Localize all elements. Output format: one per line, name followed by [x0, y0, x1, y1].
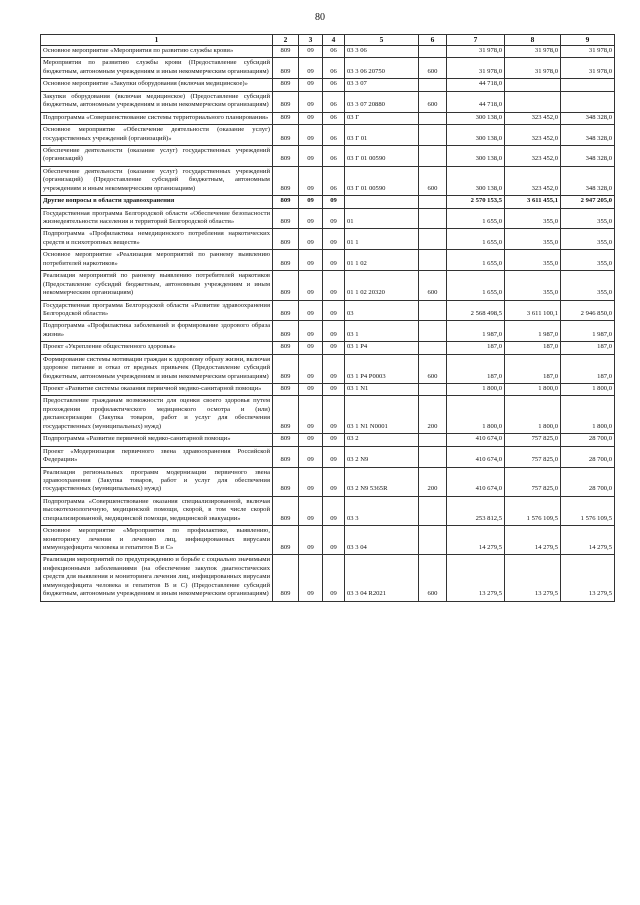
target-article-cell: 03 Г 01 00590 — [345, 145, 419, 166]
row-name-cell: Закупки оборудования (включая медицинское) (Предоставление субсидий бюджетным, автономным учреждениям и иным некоммерческим организациям) — [41, 91, 273, 112]
target-article-cell: 01 — [345, 208, 419, 229]
amount-year-3-cell: 13 279,5 — [561, 555, 615, 601]
amount-year-3-cell: 348 328,0 — [561, 125, 615, 146]
amount-year-2-cell — [505, 91, 561, 112]
amount-year-2-cell: 323 452,0 — [505, 166, 561, 195]
section-code-cell: 09 — [299, 79, 323, 91]
amount-year-3-cell: 348 328,0 — [561, 145, 615, 166]
target-article-cell: 03 3 06 20750 — [345, 58, 419, 79]
amount-year-3-cell: 355,0 — [561, 208, 615, 229]
section-code-cell: 09 — [299, 145, 323, 166]
ministry-code-cell: 809 — [273, 125, 299, 146]
row-name-cell: Реализация мероприятий по предупреждению и борьбе с социально значимыми инфекционными заболеваниями (на обеспечение закупок диагностических средств для выявления и мониторинга лечения лиц, инфицированных вирусами иммунодефицита человека и гепатитов В и С) (Предоставление субсидий бюджетным, автономным учреждениям и иным некоммерческим организациям) — [41, 555, 273, 601]
amount-year-1-cell: 253 812,5 — [447, 496, 505, 525]
subsection-code-cell: 09 — [323, 526, 345, 555]
target-article-cell: 03 Г 01 — [345, 125, 419, 146]
section-code-cell: 09 — [299, 342, 323, 354]
ministry-code-cell: 809 — [273, 300, 299, 321]
ministry-code-cell: 809 — [273, 250, 299, 271]
amount-year-2-cell: 31 978,0 — [505, 58, 561, 79]
expense-type-cell: 600 — [419, 271, 447, 300]
amount-year-3-cell: 14 279,5 — [561, 526, 615, 555]
table-row — [41, 79, 615, 91]
ministry-code-cell: 809 — [273, 434, 299, 446]
amount-year-2-cell: 1 987,0 — [505, 321, 561, 342]
ministry-code-cell: 809 — [273, 396, 299, 434]
row-name-cell: Основное мероприятие «Обеспечение деятельности (оказание услуг) государственных учреждений (организаций)» — [41, 125, 273, 146]
amount-year-3-cell: 1 800,0 — [561, 396, 615, 434]
subsection-code-cell: 09 — [323, 467, 345, 496]
amount-year-2-cell: 757 825,0 — [505, 446, 561, 467]
amount-year-2-cell: 31 978,0 — [505, 46, 561, 58]
amount-year-1-cell: 187,0 — [447, 342, 505, 354]
section-code-cell: 09 — [299, 46, 323, 58]
expense-type-cell: 200 — [419, 396, 447, 434]
column-header: 9 — [561, 35, 615, 46]
amount-year-1-cell: 410 674,0 — [447, 467, 505, 496]
table-row — [41, 112, 615, 124]
expense-type-cell — [419, 384, 447, 396]
expense-type-cell — [419, 208, 447, 229]
target-article-cell: 03 3 — [345, 496, 419, 525]
row-name-cell: Подпрограмма «Профилактика заболеваний и формирование здорового образа жизни» — [41, 321, 273, 342]
expense-type-cell: 200 — [419, 467, 447, 496]
column-header-row — [41, 35, 615, 46]
expense-type-cell: 600 — [419, 91, 447, 112]
expense-type-cell — [419, 446, 447, 467]
ministry-code-cell: 809 — [273, 58, 299, 79]
row-name-cell: Обеспечение деятельности (оказание услуг) государственных учреждений (организаций) — [41, 145, 273, 166]
section-code-cell: 09 — [299, 354, 323, 383]
row-name-cell: Подпрограмма «Совершенствование оказания специализированной, включая высокотехнологичную, медицинской помощи, скорой, в том числе скорой специализированной, медицинской помощи, медицинской эвакуации» — [41, 496, 273, 525]
row-name-cell: Реализация региональных программ модернизации первичного звена здравоохранения (Закупка товаров, работ и услуг для обеспечения государственных (муниципальных) нужд) — [41, 467, 273, 496]
amount-year-1-cell: 410 674,0 — [447, 446, 505, 467]
expense-type-cell — [419, 300, 447, 321]
table-row — [41, 354, 615, 383]
section-code-cell: 09 — [299, 555, 323, 601]
amount-year-3-cell: 187,0 — [561, 354, 615, 383]
expense-type-cell — [419, 250, 447, 271]
row-name-cell: Формирование системы мотивации граждан к здоровому образу жизни, включая здоровое питание и отказ от вредных привычек (Предоставление субсидий бюджетным, автономным учреждениям и иным некоммерческим организациям) — [41, 354, 273, 383]
amount-year-1-cell: 1 800,0 — [447, 396, 505, 434]
section-code-cell: 09 — [299, 271, 323, 300]
column-header: 7 — [447, 35, 505, 46]
subsection-code-cell: 06 — [323, 91, 345, 112]
row-name-cell: Подпрограмма «Профилактика немедицинского потребления наркотических средств и психотропных веществ» — [41, 229, 273, 250]
target-article-cell: 03 3 07 — [345, 79, 419, 91]
section-code-cell: 09 — [299, 112, 323, 124]
budget-table — [40, 34, 615, 602]
expense-type-cell: 600 — [419, 58, 447, 79]
row-name-cell: Подпрограмма «Совершенствование системы территориального планирования» — [41, 112, 273, 124]
amount-year-2-cell: 323 452,0 — [505, 145, 561, 166]
ministry-code-cell: 809 — [273, 166, 299, 195]
target-article-cell: 03 2 — [345, 434, 419, 446]
amount-year-3-cell: 1 800,0 — [561, 384, 615, 396]
expense-type-cell — [419, 496, 447, 525]
ministry-code-cell: 809 — [273, 555, 299, 601]
ministry-code-cell: 809 — [273, 526, 299, 555]
ministry-code-cell: 809 — [273, 112, 299, 124]
ministry-code-cell: 809 — [273, 342, 299, 354]
subsection-code-cell: 09 — [323, 250, 345, 271]
table-row — [41, 229, 615, 250]
target-article-cell: 03 3 06 — [345, 46, 419, 58]
amount-year-1-cell: 31 978,0 — [447, 58, 505, 79]
subsection-code-cell: 06 — [323, 125, 345, 146]
column-header: 6 — [419, 35, 447, 46]
target-article-cell: 03 2 N9 — [345, 446, 419, 467]
amount-year-1-cell: 300 138,0 — [447, 112, 505, 124]
expense-type-cell — [419, 526, 447, 555]
target-article-cell: 03 1 P4 P0003 — [345, 354, 419, 383]
subsection-code-cell: 09 — [323, 342, 345, 354]
amount-year-3-cell: 348 328,0 — [561, 166, 615, 195]
amount-year-2-cell — [505, 79, 561, 91]
table-row — [41, 300, 615, 321]
expense-type-cell: 600 — [419, 166, 447, 195]
expense-type-cell: 600 — [419, 555, 447, 601]
amount-year-1-cell: 1 655,0 — [447, 229, 505, 250]
table-row — [41, 271, 615, 300]
amount-year-3-cell: 187,0 — [561, 342, 615, 354]
ministry-code-cell: 809 — [273, 91, 299, 112]
row-name-cell: Другие вопросы в области здравоохранения — [41, 196, 273, 208]
amount-year-1-cell: 300 138,0 — [447, 166, 505, 195]
expense-type-cell — [419, 434, 447, 446]
row-name-cell: Подпрограмма «Развитие первичной медико-санитарной помощи» — [41, 434, 273, 446]
amount-year-2-cell: 1 800,0 — [505, 384, 561, 396]
subsection-code-cell: 06 — [323, 112, 345, 124]
target-article-cell — [345, 196, 419, 208]
row-name-cell: Проект «Модернизация первичного звена здравоохранения Российской Федерации» — [41, 446, 273, 467]
subsection-code-cell: 09 — [323, 354, 345, 383]
amount-year-2-cell: 13 279,5 — [505, 555, 561, 601]
section-code-cell: 09 — [299, 58, 323, 79]
section-code-cell: 09 — [299, 208, 323, 229]
table-row — [41, 196, 615, 208]
expense-type-cell — [419, 145, 447, 166]
amount-year-1-cell: 31 978,0 — [447, 46, 505, 58]
row-name-cell: Мероприятия по развитию службы крови (Предоставление субсидий бюджетным, автономным учреждениям и иным некоммерческим организациям) — [41, 58, 273, 79]
amount-year-2-cell: 355,0 — [505, 271, 561, 300]
amount-year-1-cell: 44 718,0 — [447, 79, 505, 91]
column-header: 2 — [273, 35, 299, 46]
section-code-cell: 09 — [299, 396, 323, 434]
target-article-cell: 03 1 P4 — [345, 342, 419, 354]
column-header: 4 — [323, 35, 345, 46]
expense-type-cell — [419, 342, 447, 354]
ministry-code-cell: 809 — [273, 496, 299, 525]
subsection-code-cell: 09 — [323, 434, 345, 446]
amount-year-3-cell: 355,0 — [561, 271, 615, 300]
section-code-cell: 09 — [299, 125, 323, 146]
target-article-cell: 03 Г — [345, 112, 419, 124]
target-article-cell: 03 — [345, 300, 419, 321]
amount-year-2-cell: 14 279,5 — [505, 526, 561, 555]
table-row — [41, 208, 615, 229]
target-article-cell: 01 1 02 — [345, 250, 419, 271]
amount-year-1-cell: 44 718,0 — [447, 91, 505, 112]
table-row — [41, 555, 615, 601]
subsection-code-cell: 09 — [323, 555, 345, 601]
amount-year-2-cell: 323 452,0 — [505, 112, 561, 124]
section-code-cell: 09 — [299, 526, 323, 555]
row-name-cell: Реализация мероприятий по раннему выявлению потребителей наркотиков (Предоставление субсидий бюджетным, автономным учреждениям и иным некоммерческим организациям) — [41, 271, 273, 300]
amount-year-2-cell: 187,0 — [505, 342, 561, 354]
subsection-code-cell: 06 — [323, 58, 345, 79]
amount-year-1-cell: 1 655,0 — [447, 271, 505, 300]
subsection-code-cell: 06 — [323, 79, 345, 91]
subsection-code-cell: 06 — [323, 46, 345, 58]
column-header: 1 — [41, 35, 273, 46]
section-code-cell: 09 — [299, 91, 323, 112]
target-article-cell: 03 1 — [345, 321, 419, 342]
table-row — [41, 396, 615, 434]
section-code-cell: 09 — [299, 434, 323, 446]
expense-type-cell — [419, 229, 447, 250]
section-code-cell: 09 — [299, 446, 323, 467]
subsection-code-cell: 09 — [323, 321, 345, 342]
table-body — [41, 46, 615, 602]
amount-year-1-cell: 300 138,0 — [447, 145, 505, 166]
section-code-cell: 09 — [299, 321, 323, 342]
row-name-cell: Проект «Развитие системы оказания первичной медико-санитарной помощи» — [41, 384, 273, 396]
expense-type-cell — [419, 125, 447, 146]
amount-year-3-cell — [561, 91, 615, 112]
amount-year-2-cell: 1 576 109,5 — [505, 496, 561, 525]
table-row — [41, 58, 615, 79]
table-row — [41, 91, 615, 112]
subsection-code-cell: 09 — [323, 208, 345, 229]
table-row — [41, 496, 615, 525]
table-row — [41, 384, 615, 396]
expense-type-cell — [419, 196, 447, 208]
row-name-cell: Основное мероприятие «Закупки оборудования (включая медицинское)» — [41, 79, 273, 91]
amount-year-2-cell: 1 800,0 — [505, 396, 561, 434]
amount-year-2-cell: 757 825,0 — [505, 434, 561, 446]
amount-year-1-cell: 1 655,0 — [447, 208, 505, 229]
row-name-cell: Проект «Укрепление общественного здоровья» — [41, 342, 273, 354]
subsection-code-cell: 09 — [323, 396, 345, 434]
amount-year-3-cell — [561, 79, 615, 91]
amount-year-3-cell: 355,0 — [561, 250, 615, 271]
table-row — [41, 526, 615, 555]
target-article-cell: 01 1 02 20320 — [345, 271, 419, 300]
section-code-cell: 09 — [299, 229, 323, 250]
table-row — [41, 145, 615, 166]
expense-type-cell — [419, 79, 447, 91]
ministry-code-cell: 809 — [273, 46, 299, 58]
table-row — [41, 446, 615, 467]
target-article-cell: 03 3 07 20880 — [345, 91, 419, 112]
ministry-code-cell: 809 — [273, 446, 299, 467]
row-name-cell: Предоставление гражданам возможности для оценки своего здоровья путем прохождения профилактического медицинского осмотра и (или) диспансеризации (Закупка товаров, работ и услуг для обеспечения государственных (муниципальных) нужд) — [41, 396, 273, 434]
subsection-code-cell: 09 — [323, 300, 345, 321]
subsection-code-cell: 09 — [323, 384, 345, 396]
section-code-cell: 09 — [299, 467, 323, 496]
amount-year-1-cell: 410 674,0 — [447, 434, 505, 446]
subsection-code-cell: 09 — [323, 229, 345, 250]
ministry-code-cell: 809 — [273, 271, 299, 300]
amount-year-3-cell: 348 328,0 — [561, 112, 615, 124]
amount-year-1-cell: 300 138,0 — [447, 125, 505, 146]
amount-year-3-cell: 31 978,0 — [561, 58, 615, 79]
column-header: 5 — [345, 35, 419, 46]
amount-year-3-cell: 28 700,0 — [561, 467, 615, 496]
page-number: 80 — [315, 12, 325, 23]
amount-year-2-cell: 757 825,0 — [505, 467, 561, 496]
table-row — [41, 46, 615, 58]
amount-year-3-cell: 2 946 850,0 — [561, 300, 615, 321]
target-article-cell: 03 1 N1 — [345, 384, 419, 396]
row-name-cell: Обеспечение деятельности (оказание услуг) государственных учреждений (организаций) (Предоставление субсидий бюджетным, автономным учреждениям и иным некоммерческим организациям) — [41, 166, 273, 195]
section-code-cell: 09 — [299, 496, 323, 525]
expense-type-cell — [419, 46, 447, 58]
table-row — [41, 166, 615, 195]
row-name-cell: Основное мероприятие «Мероприятия по развитию службы крови» — [41, 46, 273, 58]
ministry-code-cell: 809 — [273, 196, 299, 208]
amount-year-2-cell: 3 611 100,1 — [505, 300, 561, 321]
amount-year-3-cell: 355,0 — [561, 229, 615, 250]
subsection-code-cell: 09 — [323, 446, 345, 467]
amount-year-1-cell: 2 568 498,5 — [447, 300, 505, 321]
row-name-cell: Основное мероприятие «Реализация мероприятий по раннему выявлению потребителей наркотиков» — [41, 250, 273, 271]
subsection-code-cell: 09 — [323, 196, 345, 208]
table-row — [41, 434, 615, 446]
subsection-code-cell: 06 — [323, 145, 345, 166]
amount-year-3-cell: 28 700,0 — [561, 434, 615, 446]
ministry-code-cell: 809 — [273, 384, 299, 396]
row-name-cell: Государственная программа Белгородской области «Обеспечение безопасности жизнедеятельности населения и территорий Белгородской области» — [41, 208, 273, 229]
expense-type-cell — [419, 112, 447, 124]
subsection-code-cell: 09 — [323, 496, 345, 525]
ministry-code-cell: 809 — [273, 321, 299, 342]
target-article-cell: 03 1 N1 N0001 — [345, 396, 419, 434]
table-row — [41, 321, 615, 342]
amount-year-1-cell: 1 987,0 — [447, 321, 505, 342]
row-name-cell: Государственная программа Белгородской области «Развитие здравоохранения Белгородской области» — [41, 300, 273, 321]
amount-year-2-cell: 187,0 — [505, 354, 561, 383]
amount-year-3-cell: 1 576 109,5 — [561, 496, 615, 525]
amount-year-3-cell: 1 987,0 — [561, 321, 615, 342]
table-row — [41, 342, 615, 354]
table-row — [41, 467, 615, 496]
target-article-cell: 03 3 04 — [345, 526, 419, 555]
section-code-cell: 09 — [299, 196, 323, 208]
amount-year-1-cell: 14 279,5 — [447, 526, 505, 555]
amount-year-2-cell: 355,0 — [505, 208, 561, 229]
target-article-cell: 03 3 04 R2021 — [345, 555, 419, 601]
amount-year-3-cell: 31 978,0 — [561, 46, 615, 58]
row-name-cell: Основное мероприятие «Мероприятия по профилактике, выявлению, мониторингу лечения и лечению лиц, инфицированных вирусами иммунодефицита человека и гепатитов В и С» — [41, 526, 273, 555]
amount-year-1-cell: 1 655,0 — [447, 250, 505, 271]
expense-type-cell — [419, 321, 447, 342]
section-code-cell: 09 — [299, 300, 323, 321]
ministry-code-cell: 809 — [273, 145, 299, 166]
ministry-code-cell: 809 — [273, 467, 299, 496]
amount-year-1-cell: 1 800,0 — [447, 384, 505, 396]
subsection-code-cell: 09 — [323, 271, 345, 300]
amount-year-1-cell: 187,0 — [447, 354, 505, 383]
ministry-code-cell: 809 — [273, 354, 299, 383]
amount-year-1-cell: 2 570 153,5 — [447, 196, 505, 208]
amount-year-2-cell: 355,0 — [505, 229, 561, 250]
expense-type-cell: 600 — [419, 354, 447, 383]
table-row — [41, 250, 615, 271]
amount-year-3-cell: 28 700,0 — [561, 446, 615, 467]
target-article-cell: 03 Г 01 00590 — [345, 166, 419, 195]
column-header: 8 — [505, 35, 561, 46]
ministry-code-cell: 809 — [273, 208, 299, 229]
section-code-cell: 09 — [299, 166, 323, 195]
ministry-code-cell: 809 — [273, 229, 299, 250]
section-code-cell: 09 — [299, 250, 323, 271]
column-header: 3 — [299, 35, 323, 46]
amount-year-1-cell: 13 279,5 — [447, 555, 505, 601]
amount-year-2-cell: 323 452,0 — [505, 125, 561, 146]
table-row — [41, 125, 615, 146]
target-article-cell: 03 2 N9 5365R — [345, 467, 419, 496]
section-code-cell: 09 — [299, 384, 323, 396]
amount-year-2-cell: 355,0 — [505, 250, 561, 271]
subsection-code-cell: 06 — [323, 166, 345, 195]
amount-year-3-cell: 2 947 205,0 — [561, 196, 615, 208]
amount-year-2-cell: 3 611 455,1 — [505, 196, 561, 208]
ministry-code-cell: 809 — [273, 79, 299, 91]
target-article-cell: 01 1 — [345, 229, 419, 250]
